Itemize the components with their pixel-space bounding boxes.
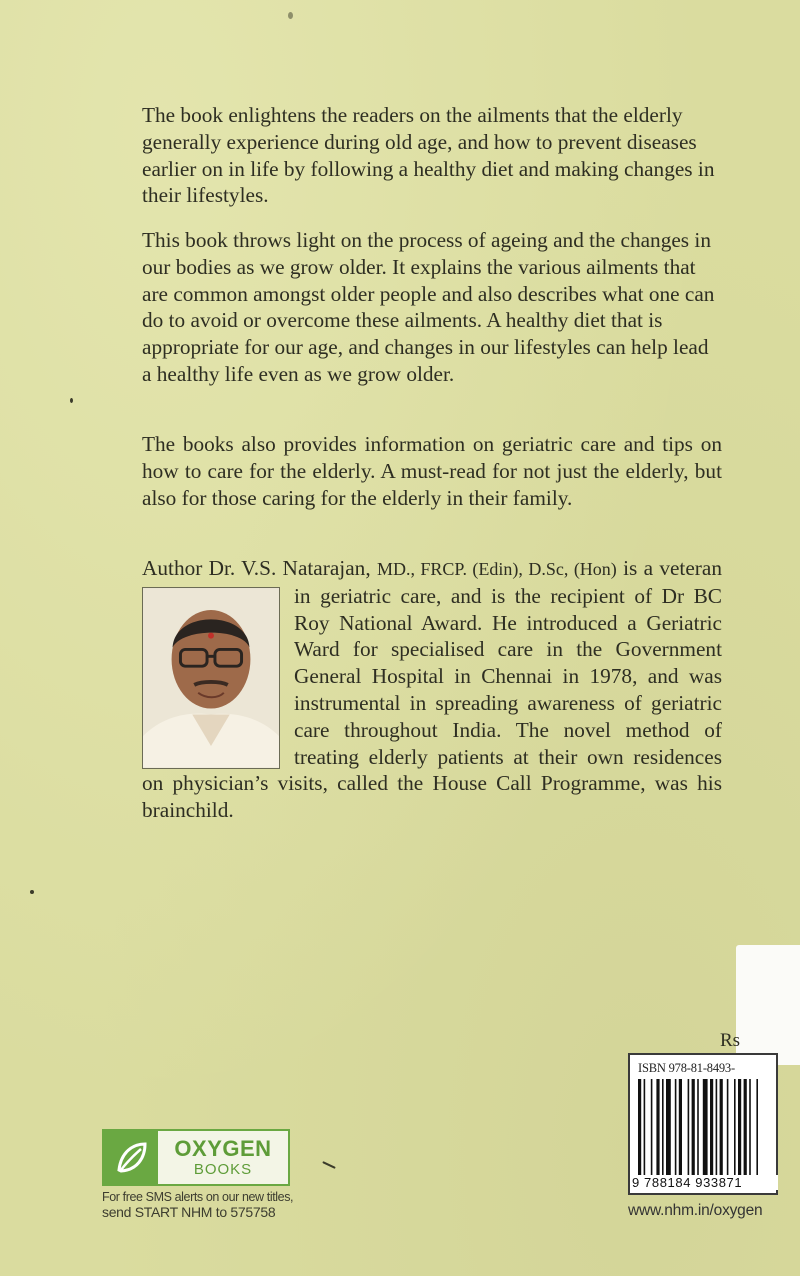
price-label: Rs [720,1030,741,1051]
blurb-paragraph-2: This book throws light on the process of ageing and the changes in our bodies as we grow older. It explains the various ailments that are common amongst older people and also describes what one can do to avoid or overcome these ailments. A healthy diet that is appropriate for our age, and changes in our lifestyles can help lead a healthy life even as we grow older. [142,228,715,386]
isbn-barcode [628,1053,778,1195]
barcode-bar [720,1079,723,1175]
author-bio-rest-part-1: is a veteran in geriatric care, and is the recipient of Dr BC [294,556,722,608]
barcode-bar [697,1079,699,1175]
blurb-paragraph-1: The book enlightens the readers on the ailments that the elderly generally experience during old age, and how to prevent diseases earlier on in life by following a healthy diet and making changes in their lifestyles. [142,103,715,208]
author-bio-lead: Author Dr. V.S. Natarajan, [142,556,377,580]
barcode-bar [716,1079,718,1175]
barcode-bar [666,1079,671,1175]
isbn-label: ISBN 978-81-8493- [638,1061,735,1075]
sms-line-2: send START NHM to 575758 [102,1204,276,1220]
barcode-bar [734,1079,736,1175]
barcode-bar [692,1079,695,1175]
barcode-bar [656,1079,659,1175]
barcode-number: 9 788184 933871 [632,1175,778,1190]
logo-sub: BOOKS [193,1161,253,1178]
publisher-website: www.nhm.in/oxygen [628,1202,763,1219]
barcode-bars [638,1079,772,1175]
sms-line-1: For free SMS alerts on our new titles, [102,1190,294,1204]
author-bio [142,555,722,824]
barcode-bar [679,1079,682,1175]
barcode-bar [662,1079,664,1175]
barcode-bar [688,1079,690,1175]
barcode-bar [710,1079,713,1175]
barcode-bar [744,1079,747,1175]
publisher-logo [102,1129,290,1186]
barcode-bar [675,1079,677,1175]
barcode-bar [644,1079,646,1175]
leaf-icon [104,1131,158,1184]
barcode-bar [738,1079,741,1175]
paper-speck [30,890,34,894]
barcode-bar [703,1079,708,1175]
barcode-bar [727,1079,729,1175]
barcode-bar [756,1079,758,1175]
price-sticker [736,945,800,1065]
sms-alert-note [102,1190,293,1220]
author-photo [142,587,280,769]
author-bio-rest [142,556,722,822]
barcode-bar [651,1079,653,1175]
paper-speck [288,12,293,19]
barcode-bar [749,1079,751,1175]
author-credentials: MD., FRCP. (Edin), D.Sc, (Hon) [376,559,617,579]
paper-speck [322,1161,336,1169]
paper-speck [70,398,73,403]
logo-name: OXYGEN [174,1136,272,1161]
blurb-paragraph-3: The books also provides information on geriatric care and tips on how to care for the elderly. A must-read for not just the elderly, but also for those caring for the elderly in their family. [142,432,722,510]
barcode-bar [638,1079,641,1175]
author-bio-rest-part-2: Roy National Award. He introduced a Geriatric Ward for specialised care in the Government General Hospital in Chennai in 1978, and was instrumental in spreading awareness of geriatric care throughout India. The novel method of treating elderly patients at their own residences on physician’s visits, called the House Call Programme, was his brainchild. [142,610,722,823]
